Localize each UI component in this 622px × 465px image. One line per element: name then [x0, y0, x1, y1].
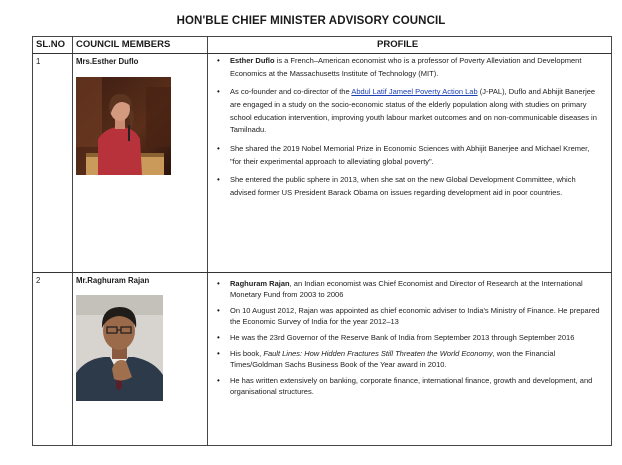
profile-text: She shared the 2019 Nobel Memorial Prize in Economic Sciences with Abhijit Banerjee and Michael Kremer, "for their experimental approach to alleviating global poverty".	[230, 143, 590, 166]
raghuram-rajan-photo	[76, 295, 163, 401]
header-sl-no: SL.NO	[36, 39, 66, 50]
profile-text: On 10 August 2012, Rajan was appointed as chief economic adviser to India's Ministry of Finance. He prepared the Economic Survey of India for the year 2012–13	[230, 306, 600, 327]
row-2-profile-list	[210, 278, 602, 402]
profile-bold-name: Raghuram Rajan	[230, 279, 290, 288]
profile-bold-name: Esther Duflo	[230, 56, 275, 65]
profile-bullet	[210, 348, 602, 370]
profile-bullet	[210, 55, 602, 81]
esther-duflo-photo	[76, 77, 171, 175]
poverty-action-lab-link[interactable]: Abdul Latif Jameel Poverty Action Lab	[351, 87, 478, 97]
profile-text: , won the Financial Times/Goldman Sachs Business Book of the Year award in 2010.	[230, 348, 556, 369]
profile-bullet	[210, 375, 602, 397]
profile-bullet	[210, 174, 602, 200]
profile-text-prefix: As co-founder and co-director of the	[230, 87, 352, 97]
row-1-profile-list	[210, 55, 602, 205]
profile-text: , an Indian economist was Chief Economist and Director of Research at the International Monetary Fund from 2003 to 2006	[230, 279, 583, 300]
profile-text: He has written extensively on banking, corporate finance, international finance, growth and development, and organisational structures.	[230, 375, 593, 396]
profile-text: She entered the public sphere in 2013, when she sat on the new Global Development Committee, which advised former US President Barack Obama on issues regarding development aid in poor countries.	[230, 174, 576, 197]
profile-text: is a French–American economist who is a professor of Poverty Alleviation and Development Economics at the Massachusetts Institute of Technology (MIT).	[230, 56, 582, 78]
profile-text-prefix: His book,	[230, 348, 264, 358]
profile-bullet	[210, 278, 602, 300]
profile-bullet	[210, 143, 602, 169]
row-2-sl-no: 2	[36, 276, 41, 285]
profile-bullet	[210, 332, 602, 343]
row-1-sl-no: 1	[36, 57, 41, 66]
profile-bullet	[210, 305, 602, 327]
book-title: Fault Lines: How Hidden Fractures Still Threaten the World Economy	[263, 348, 493, 358]
profile-text: (J-PAL), Duflo and Abhijit Banerjee are engaged in a study on the socio-economic status of the elderly population along with studies on primary school education intervention, improving youth labour market outcomes and on non-communicable diseases in Tamilnadu.	[230, 87, 597, 135]
page-title: HON'BLE CHIEF MINISTER ADVISORY COUNCIL	[176, 15, 446, 27]
profile-bullet	[210, 86, 602, 137]
row-2-member-name: Mr.Raghuram Rajan	[76, 276, 150, 285]
profile-text: He was the 23rd Governor of the Reserve Bank of India from September 2013 through September 2016	[230, 333, 575, 342]
header-profile: PROFILE	[377, 39, 419, 50]
header-council-members: COUNCIL MEMBERS	[76, 39, 171, 50]
row-1-member-name: Mrs.Esther Duflo	[76, 57, 139, 66]
